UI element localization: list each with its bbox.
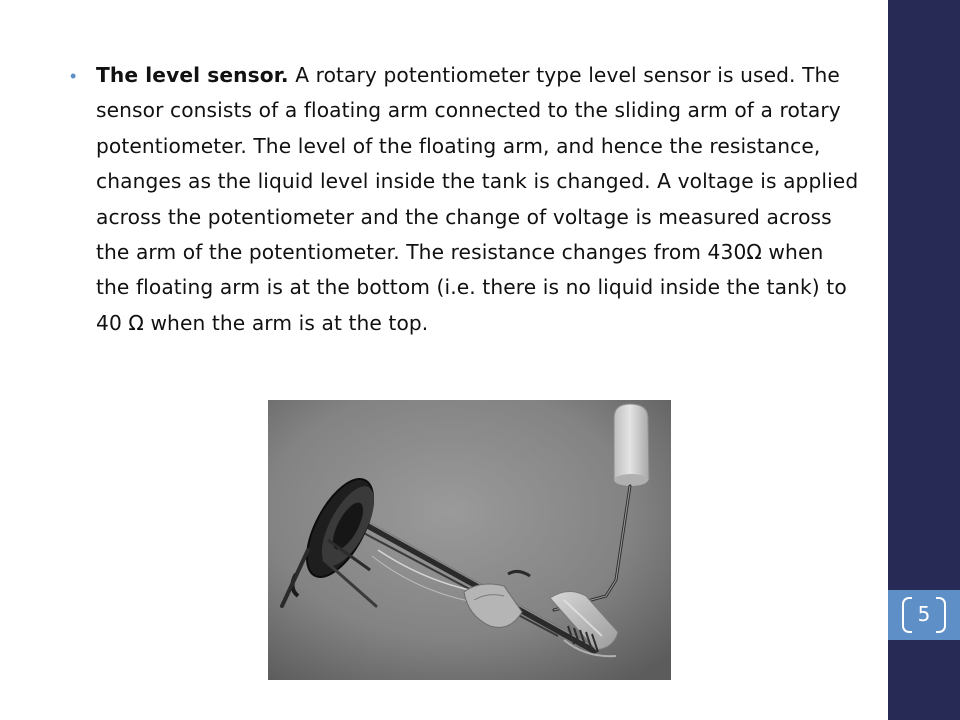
- bullet-paragraph: [70, 58, 860, 341]
- bullet-text: [96, 58, 860, 341]
- level-sensor-photo: [268, 400, 671, 680]
- bullet-heading: The level sensor.: [96, 63, 289, 87]
- bullet-body: A rotary potentiometer type level sensor is used. The sensor consists of a floating arm connected to the sliding arm of a rotary potentiometer. The level of the floating arm, and hence the resistance, changes as the liquid level inside the tank is changed. A voltage is applied across the potentiometer and the change of voltage is measured across the arm of the potentiometer. The resistance changes from 430Ω when the floating arm is at the bottom (i.e. there is no liquid inside the tank) to 40 Ω when the arm is at the top.: [96, 63, 859, 335]
- page-number: 5: [917, 602, 931, 626]
- bullet-dot-icon: •: [70, 66, 77, 86]
